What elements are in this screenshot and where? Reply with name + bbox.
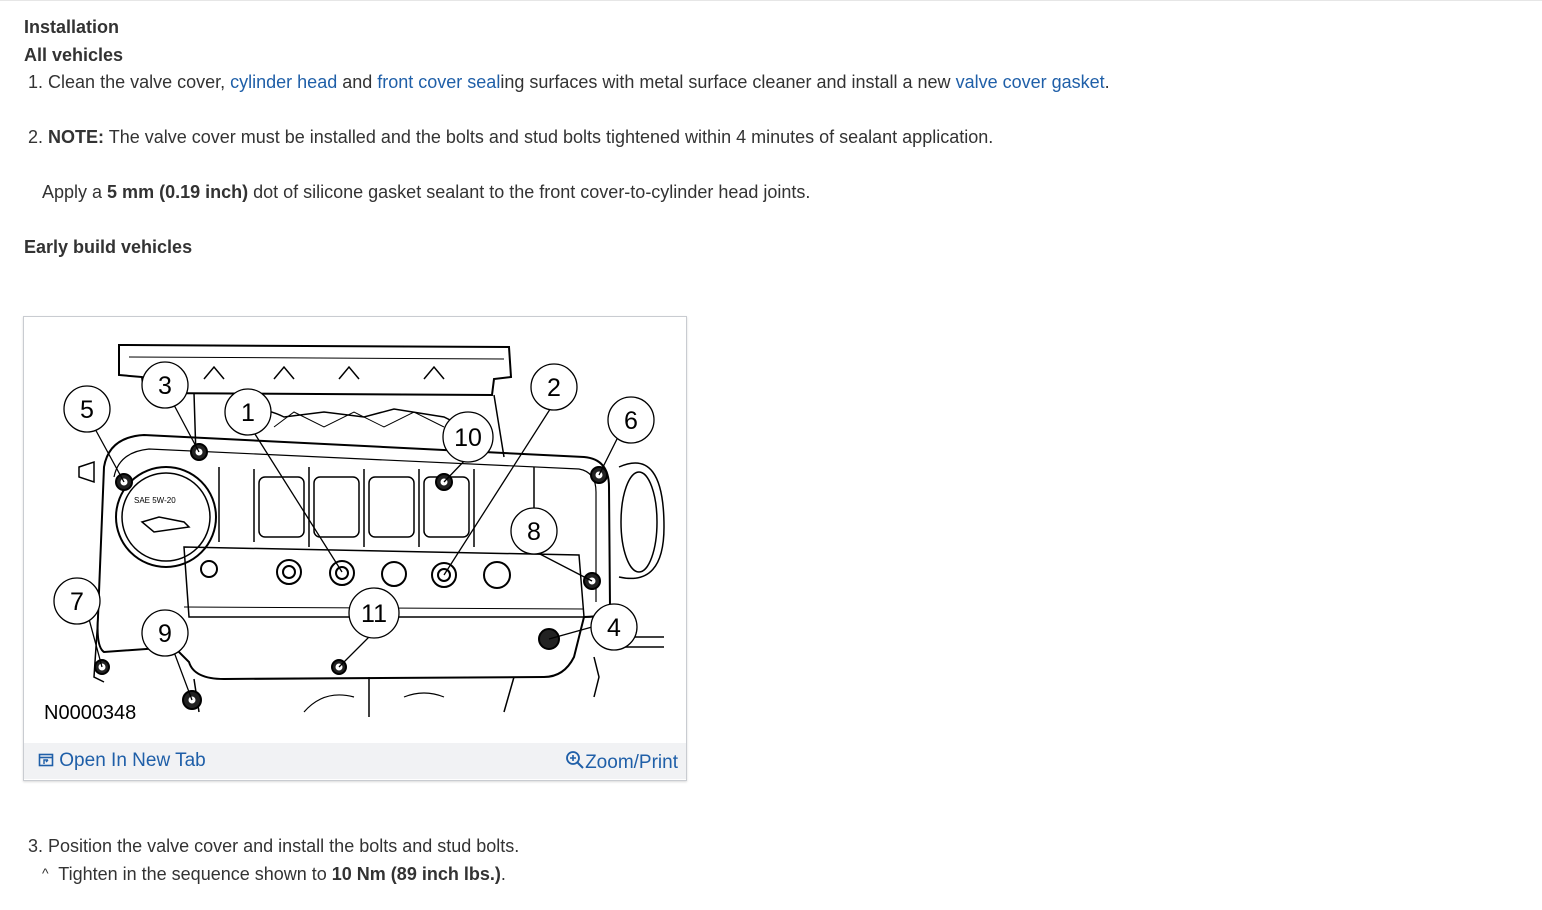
step-text: Tighten in the sequence shown to bbox=[58, 864, 332, 884]
callout-7: 7 bbox=[70, 588, 84, 616]
heading-early-build: Early build vehicles bbox=[24, 237, 193, 257]
step-text: Apply a bbox=[42, 182, 108, 202]
callout-3: 3 bbox=[158, 372, 172, 400]
valve-cover-diagram bbox=[24, 317, 686, 741]
callout-1: 1 bbox=[241, 399, 255, 427]
heading-installation: Installation bbox=[24, 17, 120, 37]
callout-11: 11 bbox=[361, 600, 387, 628]
step-text: . bbox=[1104, 72, 1110, 92]
open-in-new-tab-label: Open In New Tab bbox=[59, 750, 206, 771]
callout-2: 2 bbox=[547, 374, 561, 402]
step-number: 1. bbox=[28, 72, 44, 92]
zoom-print-label: Zoom/Print bbox=[585, 752, 678, 773]
step-text: Position the valve cover and install the bolts and stud bolts. bbox=[48, 836, 520, 856]
cap-label: SAE 5W-20 bbox=[134, 496, 176, 505]
step-3 bbox=[28, 836, 519, 857]
step-number: 3. bbox=[28, 836, 44, 856]
engine-illustration bbox=[24, 317, 686, 741]
step-text: . bbox=[500, 864, 506, 884]
callout-9: 9 bbox=[158, 620, 172, 648]
step-3-tighten bbox=[42, 864, 506, 885]
note-label: NOTE: bbox=[48, 127, 105, 147]
figure-valve-cover bbox=[23, 316, 687, 781]
step-text: Clean the valve cover, bbox=[48, 72, 231, 92]
step-text: ing surfaces with metal surface cleaner and install a new bbox=[500, 72, 956, 92]
bullet-caret: ^ bbox=[42, 865, 49, 881]
callout-10: 10 bbox=[454, 424, 482, 452]
step-1 bbox=[28, 72, 1110, 93]
step-text: and bbox=[337, 72, 378, 92]
link-valve-cover-gasket[interactable]: valve cover gasket bbox=[955, 72, 1105, 92]
zoom-icon bbox=[565, 750, 585, 770]
sealant-size: 5 mm (0.19 inch) bbox=[107, 182, 249, 202]
open-tab-icon bbox=[38, 752, 54, 768]
figure-toolbar bbox=[24, 743, 686, 779]
top-divider bbox=[0, 0, 1542, 1]
step-2-apply bbox=[42, 182, 810, 203]
zoom-print-link[interactable] bbox=[565, 750, 678, 774]
figure-id-label: N0000348 bbox=[44, 702, 137, 724]
callout-4: 4 bbox=[607, 614, 621, 642]
link-front-cover-seal[interactable]: front cover seal bbox=[377, 72, 501, 92]
link-cylinder-head[interactable]: cylinder head bbox=[230, 72, 338, 92]
heading-all-vehicles: All vehicles bbox=[24, 45, 124, 65]
callout-5: 5 bbox=[80, 396, 94, 424]
callout-6: 6 bbox=[624, 407, 638, 435]
torque-spec: 10 Nm (89 inch lbs.) bbox=[331, 864, 501, 884]
callout-8: 8 bbox=[527, 518, 541, 546]
step-number: 2. bbox=[28, 127, 44, 147]
step-2-note bbox=[28, 127, 993, 148]
note-text: The valve cover must be installed and the bolts and stud bolts tightened within 4 minutes of sealant application. bbox=[104, 127, 994, 147]
step-text: dot of silicone gasket sealant to the front cover-to-cylinder head joints. bbox=[248, 182, 811, 202]
open-in-new-tab-link[interactable] bbox=[38, 750, 206, 772]
